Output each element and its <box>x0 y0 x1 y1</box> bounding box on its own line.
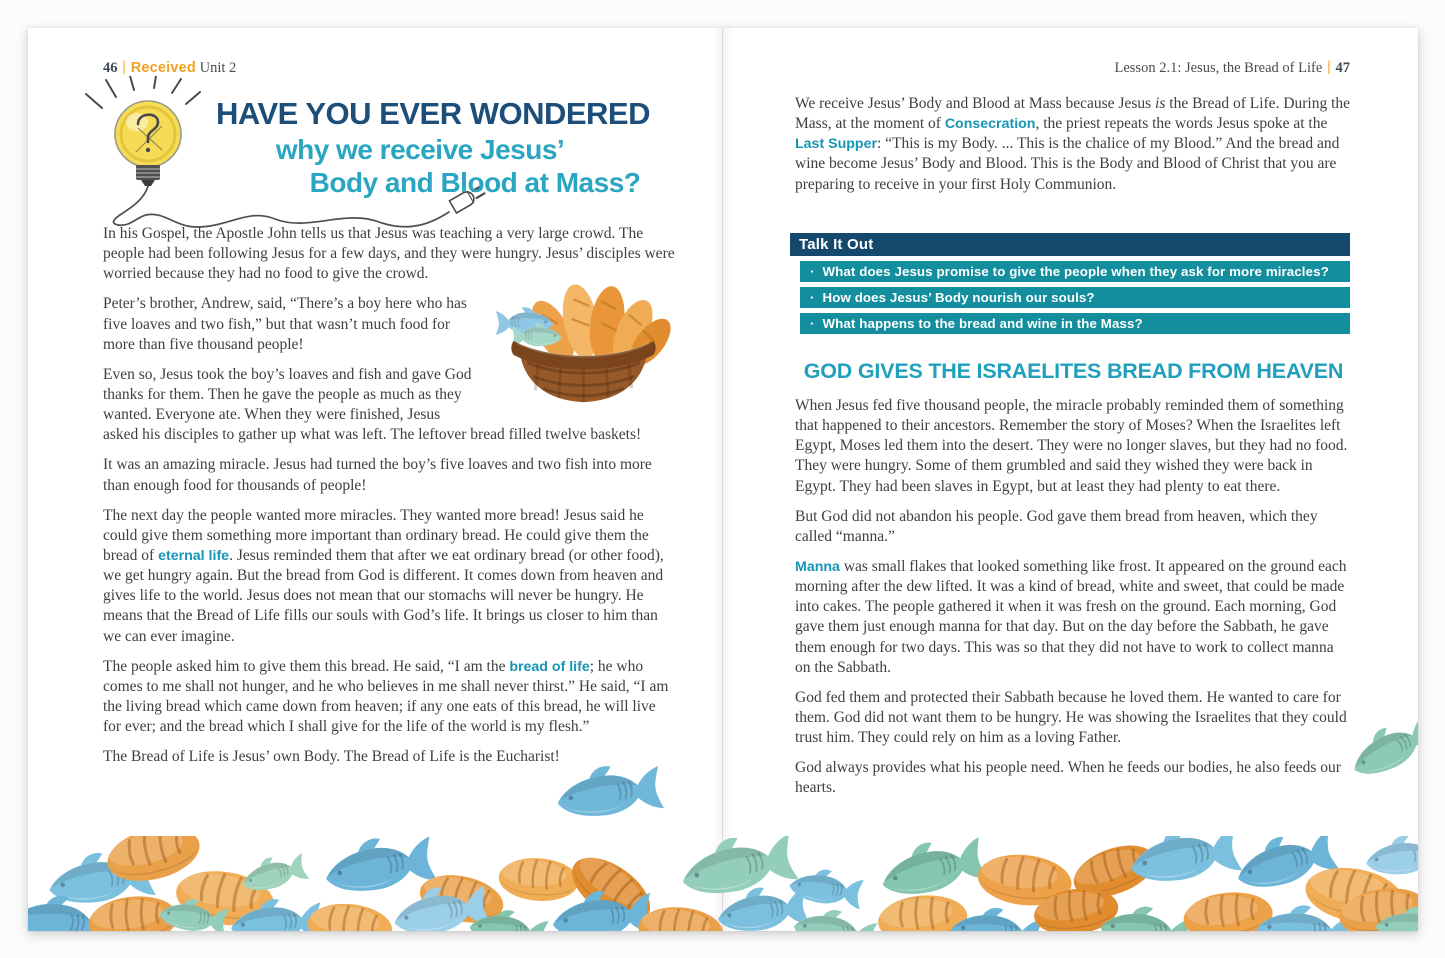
fish-icon <box>1344 701 1418 793</box>
paragraph: In his Gospel, the Apostle John tells us that Jesus was teaching a very large crowd. The people had been following Jesus for a few days, and they were hungry. Jesus’ disciples were worried because they had no food to give the crowd. <box>103 225 675 283</box>
paragraph: When Jesus fed five thousand people, the miracle probably reminded them of something that happened to their ancestors. Remember the story of Moses? When the Israelites left Egypt, Moses led them into the desert. They were no longer slaves, but they had no food. They were hungry. Some of them grumbled and said they wished they were back in Egypt. They had been slaves in Egypt, but at least they had plenty to eat there. <box>795 397 1348 495</box>
right-page-header <box>795 60 1350 77</box>
paragraph: Manna was small flakes that looked something like frost. It appeared on the ground each morning after the dew lifted. It was a kind of bread, white and sweet, that could be made into cakes. The people gathered it when it was fresh on the ground. Each morning, God gave them just enough manna for that day. But on the day before the Sabbath, he gave them enough for two days. This was so that they did not have to work to collect manna on the Sabbath. <box>795 557 1347 676</box>
page-title-line2: why we receive Jesus’ <box>275 134 565 165</box>
lesson-title: Lesson 2.1: Jesus, the Bread of Life <box>1114 60 1323 76</box>
unit-label: Unit 2 <box>199 60 237 76</box>
left-page-body <box>103 224 675 777</box>
header-divider: | <box>1327 59 1331 75</box>
talk-it-out-question: · What happens to the bread and wine in the Mass? <box>800 313 1350 334</box>
left-page-header <box>103 60 236 77</box>
right-page-number: 47 <box>1335 60 1350 76</box>
book-brand: Received <box>130 60 196 76</box>
left-page-number: 46 <box>103 60 118 76</box>
book-spread <box>28 28 1418 931</box>
lightbulb-base-icon <box>136 165 160 186</box>
page-gutter-line <box>722 28 723 931</box>
page-title-line1: HAVE YOU EVER WONDERED <box>216 96 650 131</box>
talk-it-out-question: · How does Jesus’ Body nourish our souls? <box>800 287 1350 308</box>
paragraph: But God did not abandon his people. God gave them bread from heaven, which they called “manna.” <box>795 507 1318 545</box>
right-page-intro <box>795 94 1353 205</box>
paragraph: We receive Jesus’ Body and Blood at Mass because Jesus is the Bread of Life. During the Mass, at the moment of Consecration, the priest repeats the words Jesus spoke at the Last Supper: “This is my Body. ... This is the chalice of my Blood.” And the bread and wine become Jesus’ Body and Blood. This is the Body and Blood of Christ that you are preparing to receive in your first Holy Communion. <box>795 95 1351 193</box>
header-divider: | <box>122 59 126 75</box>
right-page-body <box>795 396 1352 809</box>
paragraph: God always provides what his people need. When he feeds our bodies, he also feeds our hearts. <box>795 759 1341 797</box>
paragraph: The next day the people wanted more miracles. They wanted more bread! Jesus said he could give them something more important than ordinary bread. He could give them the bread of eternal life. Jesus reminded them that after we eat ordinary bread (or other food), we get hungry again. But the bread from God is different. It comes down from heaven and gives life to the world. Jesus does not mean that our stomachs will never be hungry. He means that the Bread of Life fills our souls with God’s life. It brings us closer to him than we can ever imagine. <box>103 506 664 645</box>
paragraph: The people asked him to give them this bread. He said, “I am the bread of life; he who comes to me shall not hunger, and he who believes in me shall never thirst.” He said, “I am the living bread which came down from heaven; if any one eats of this bread, he will live for ever; and the bread which I shall give for the life of the world is my flesh.” <box>103 657 669 736</box>
bread-basket-illustration <box>491 288 675 402</box>
fish-and-loaves-border <box>28 836 1418 931</box>
paragraph: God fed them and protected their Sabbath because he loved them. He wanted to care for them. God did not want them to be hungry. He was showing the Israelites that they could trust him. They could rely on him as a loving Father. <box>795 688 1347 747</box>
section-heading: GOD GIVES THE ISRAELITES BREAD FROM HEAVEN <box>803 359 1344 383</box>
talk-it-out-question: · What does Jesus promise to give the people when they ask for more miracles? <box>800 261 1350 282</box>
talk-it-out-title: Talk It Out <box>790 233 1350 256</box>
talk-it-out-box <box>790 233 1350 334</box>
paragraph: The Bread of Life is Jesus’ own Body. The Bread of Life is the Eucharist! <box>103 748 560 766</box>
paragraph: Peter’s brother, Andrew, said, “There’s a boy here who has five loaves and two fish,” but that wasn’t much food for more than five thousand people! <box>103 295 467 353</box>
page-title-line3: Body and Blood at Mass? <box>309 167 641 198</box>
paragraph: Even so, Jesus took the boy’s loaves and fish and gave God thanks for them. Then he gave the people as much as they wanted. Everyone ate. When they were finished, Jesus asked his disciples to gather up what was left. The leftover bread filled twelve baskets! <box>103 365 642 444</box>
fish-icon <box>550 761 665 827</box>
paragraph: It was an amazing miracle. Jesus had turned the boy’s five loaves and two fish into more than enough food for thousands of people! <box>103 456 652 494</box>
